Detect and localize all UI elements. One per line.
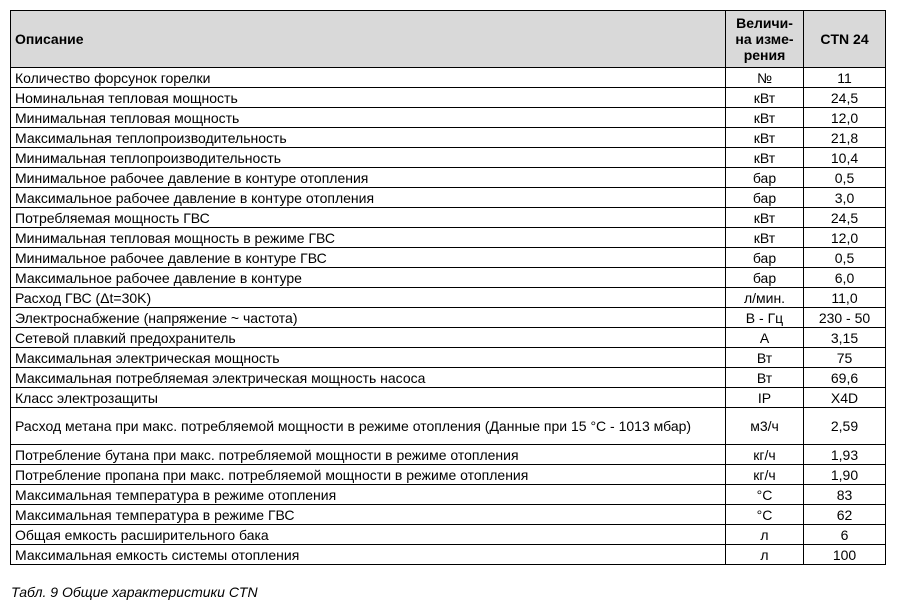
row-description: Потребление пропана при макс. потребляемой мощности в режиме отопления (11, 465, 726, 485)
row-value: 1,90 (804, 465, 886, 485)
header-unit-line-1: Величи- (736, 15, 793, 31)
row-unit: кВт (726, 108, 804, 128)
row-description: Максимальное рабочее давление в контуре отопления (11, 188, 726, 208)
row-description: Расход ГВС (Δt=30K) (11, 288, 726, 308)
row-description: Минимальная теплопроизводительность (11, 148, 726, 168)
row-unit: °C (726, 485, 804, 505)
row-description: Максимальная электрическая мощность (11, 348, 726, 368)
row-value: 21,8 (804, 128, 886, 148)
table-row (11, 505, 886, 525)
table-header-row (11, 11, 886, 68)
row-unit: бар (726, 248, 804, 268)
row-value: 10,4 (804, 148, 886, 168)
row-unit: Вт (726, 368, 804, 388)
row-unit: бар (726, 188, 804, 208)
row-value: 75 (804, 348, 886, 368)
row-value: 11 (804, 68, 886, 88)
table-row (11, 268, 886, 288)
row-unit: № (726, 68, 804, 88)
header-unit (726, 11, 804, 68)
row-description: Максимальная потребляемая электрическая мощность насоса (11, 368, 726, 388)
row-value: 12,0 (804, 228, 886, 248)
row-description: Номинальная тепловая мощность (11, 88, 726, 108)
row-description: Минимальное рабочее давление в контуре ГВС (11, 248, 726, 268)
table-row (11, 208, 886, 228)
row-unit: л (726, 545, 804, 565)
row-description: Общая емкость расширительного бака (11, 525, 726, 545)
row-unit: кВт (726, 148, 804, 168)
table-caption: Табл. 9 Общие характеристики CTN (11, 584, 258, 600)
row-value: 24,5 (804, 88, 886, 108)
row-description: Потребление бутана при макс. потребляемой мощности в режиме отопления (11, 445, 726, 465)
row-unit: кВт (726, 208, 804, 228)
row-value: 230 - 50 (804, 308, 886, 328)
header-value: CTN 24 (804, 11, 886, 68)
row-value: 100 (804, 545, 886, 565)
row-description: Количество форсунок горелки (11, 68, 726, 88)
header-description: Описание (11, 11, 726, 68)
row-value: 2,59 (804, 408, 886, 445)
row-value: 3,0 (804, 188, 886, 208)
row-description: Максимальная емкость системы отопления (11, 545, 726, 565)
table-row (11, 188, 886, 208)
table-row (11, 68, 886, 88)
table-row (11, 288, 886, 308)
table-row (11, 308, 886, 328)
row-description: Класс электрозащиты (11, 388, 726, 408)
row-value: 12,0 (804, 108, 886, 128)
table-row (11, 388, 886, 408)
row-value: 1,93 (804, 445, 886, 465)
table-row (11, 408, 886, 445)
row-description: Максимальное рабочее давление в контуре (11, 268, 726, 288)
row-value: 0,5 (804, 248, 886, 268)
row-unit: кВт (726, 128, 804, 148)
table-row (11, 148, 886, 168)
row-unit: IP (726, 388, 804, 408)
row-value: 6 (804, 525, 886, 545)
header-unit-line-2: на изме- (735, 31, 794, 47)
row-unit: м3/ч (726, 408, 804, 445)
row-unit: бар (726, 168, 804, 188)
row-description: Минимальная тепловая мощность в режиме ГВС (11, 228, 726, 248)
row-unit: кВт (726, 228, 804, 248)
table-row (11, 525, 886, 545)
row-value: 6,0 (804, 268, 886, 288)
row-unit: кг/ч (726, 465, 804, 485)
row-unit: кг/ч (726, 445, 804, 465)
table-row (11, 128, 886, 148)
table-row (11, 108, 886, 128)
row-description: Минимальная тепловая мощность (11, 108, 726, 128)
row-description: Максимальная температура в режиме отопления (11, 485, 726, 505)
row-unit: л (726, 525, 804, 545)
row-unit: л/мин. (726, 288, 804, 308)
table-row (11, 465, 886, 485)
row-unit: бар (726, 268, 804, 288)
row-unit: В - Гц (726, 308, 804, 328)
table-row (11, 485, 886, 505)
table-row (11, 88, 886, 108)
row-description: Потребляемая мощность ГВС (11, 208, 726, 228)
row-value: 62 (804, 505, 886, 525)
row-description: Максимальная температура в режиме ГВС (11, 505, 726, 525)
table-row (11, 248, 886, 268)
row-value: X4D (804, 388, 886, 408)
table-row (11, 368, 886, 388)
row-description: Минимальное рабочее давление в контуре отопления (11, 168, 726, 188)
row-value: 83 (804, 485, 886, 505)
row-description: Электроснабжение (напряжение ~ частота) (11, 308, 726, 328)
table-row (11, 545, 886, 565)
row-unit: A (726, 328, 804, 348)
row-value: 69,6 (804, 368, 886, 388)
row-unit: °C (726, 505, 804, 525)
row-value: 0,5 (804, 168, 886, 188)
table-row (11, 445, 886, 465)
row-unit: Вт (726, 348, 804, 368)
row-description: Сетевой плавкий предохранитель (11, 328, 726, 348)
table-row (11, 328, 886, 348)
row-description: Максимальная теплопроизводительность (11, 128, 726, 148)
row-value: 24,5 (804, 208, 886, 228)
header-unit-line-3: рения (743, 47, 786, 63)
row-value: 3,15 (804, 328, 886, 348)
row-value: 11,0 (804, 288, 886, 308)
table-row (11, 348, 886, 368)
row-description: Расход метана при макс. потребляемой мощности в режиме отопления (Данные при 15 °C - 1013 мбар) (11, 408, 726, 445)
table-row (11, 168, 886, 188)
specifications-table (10, 10, 886, 565)
table-row (11, 228, 886, 248)
row-unit: кВт (726, 88, 804, 108)
